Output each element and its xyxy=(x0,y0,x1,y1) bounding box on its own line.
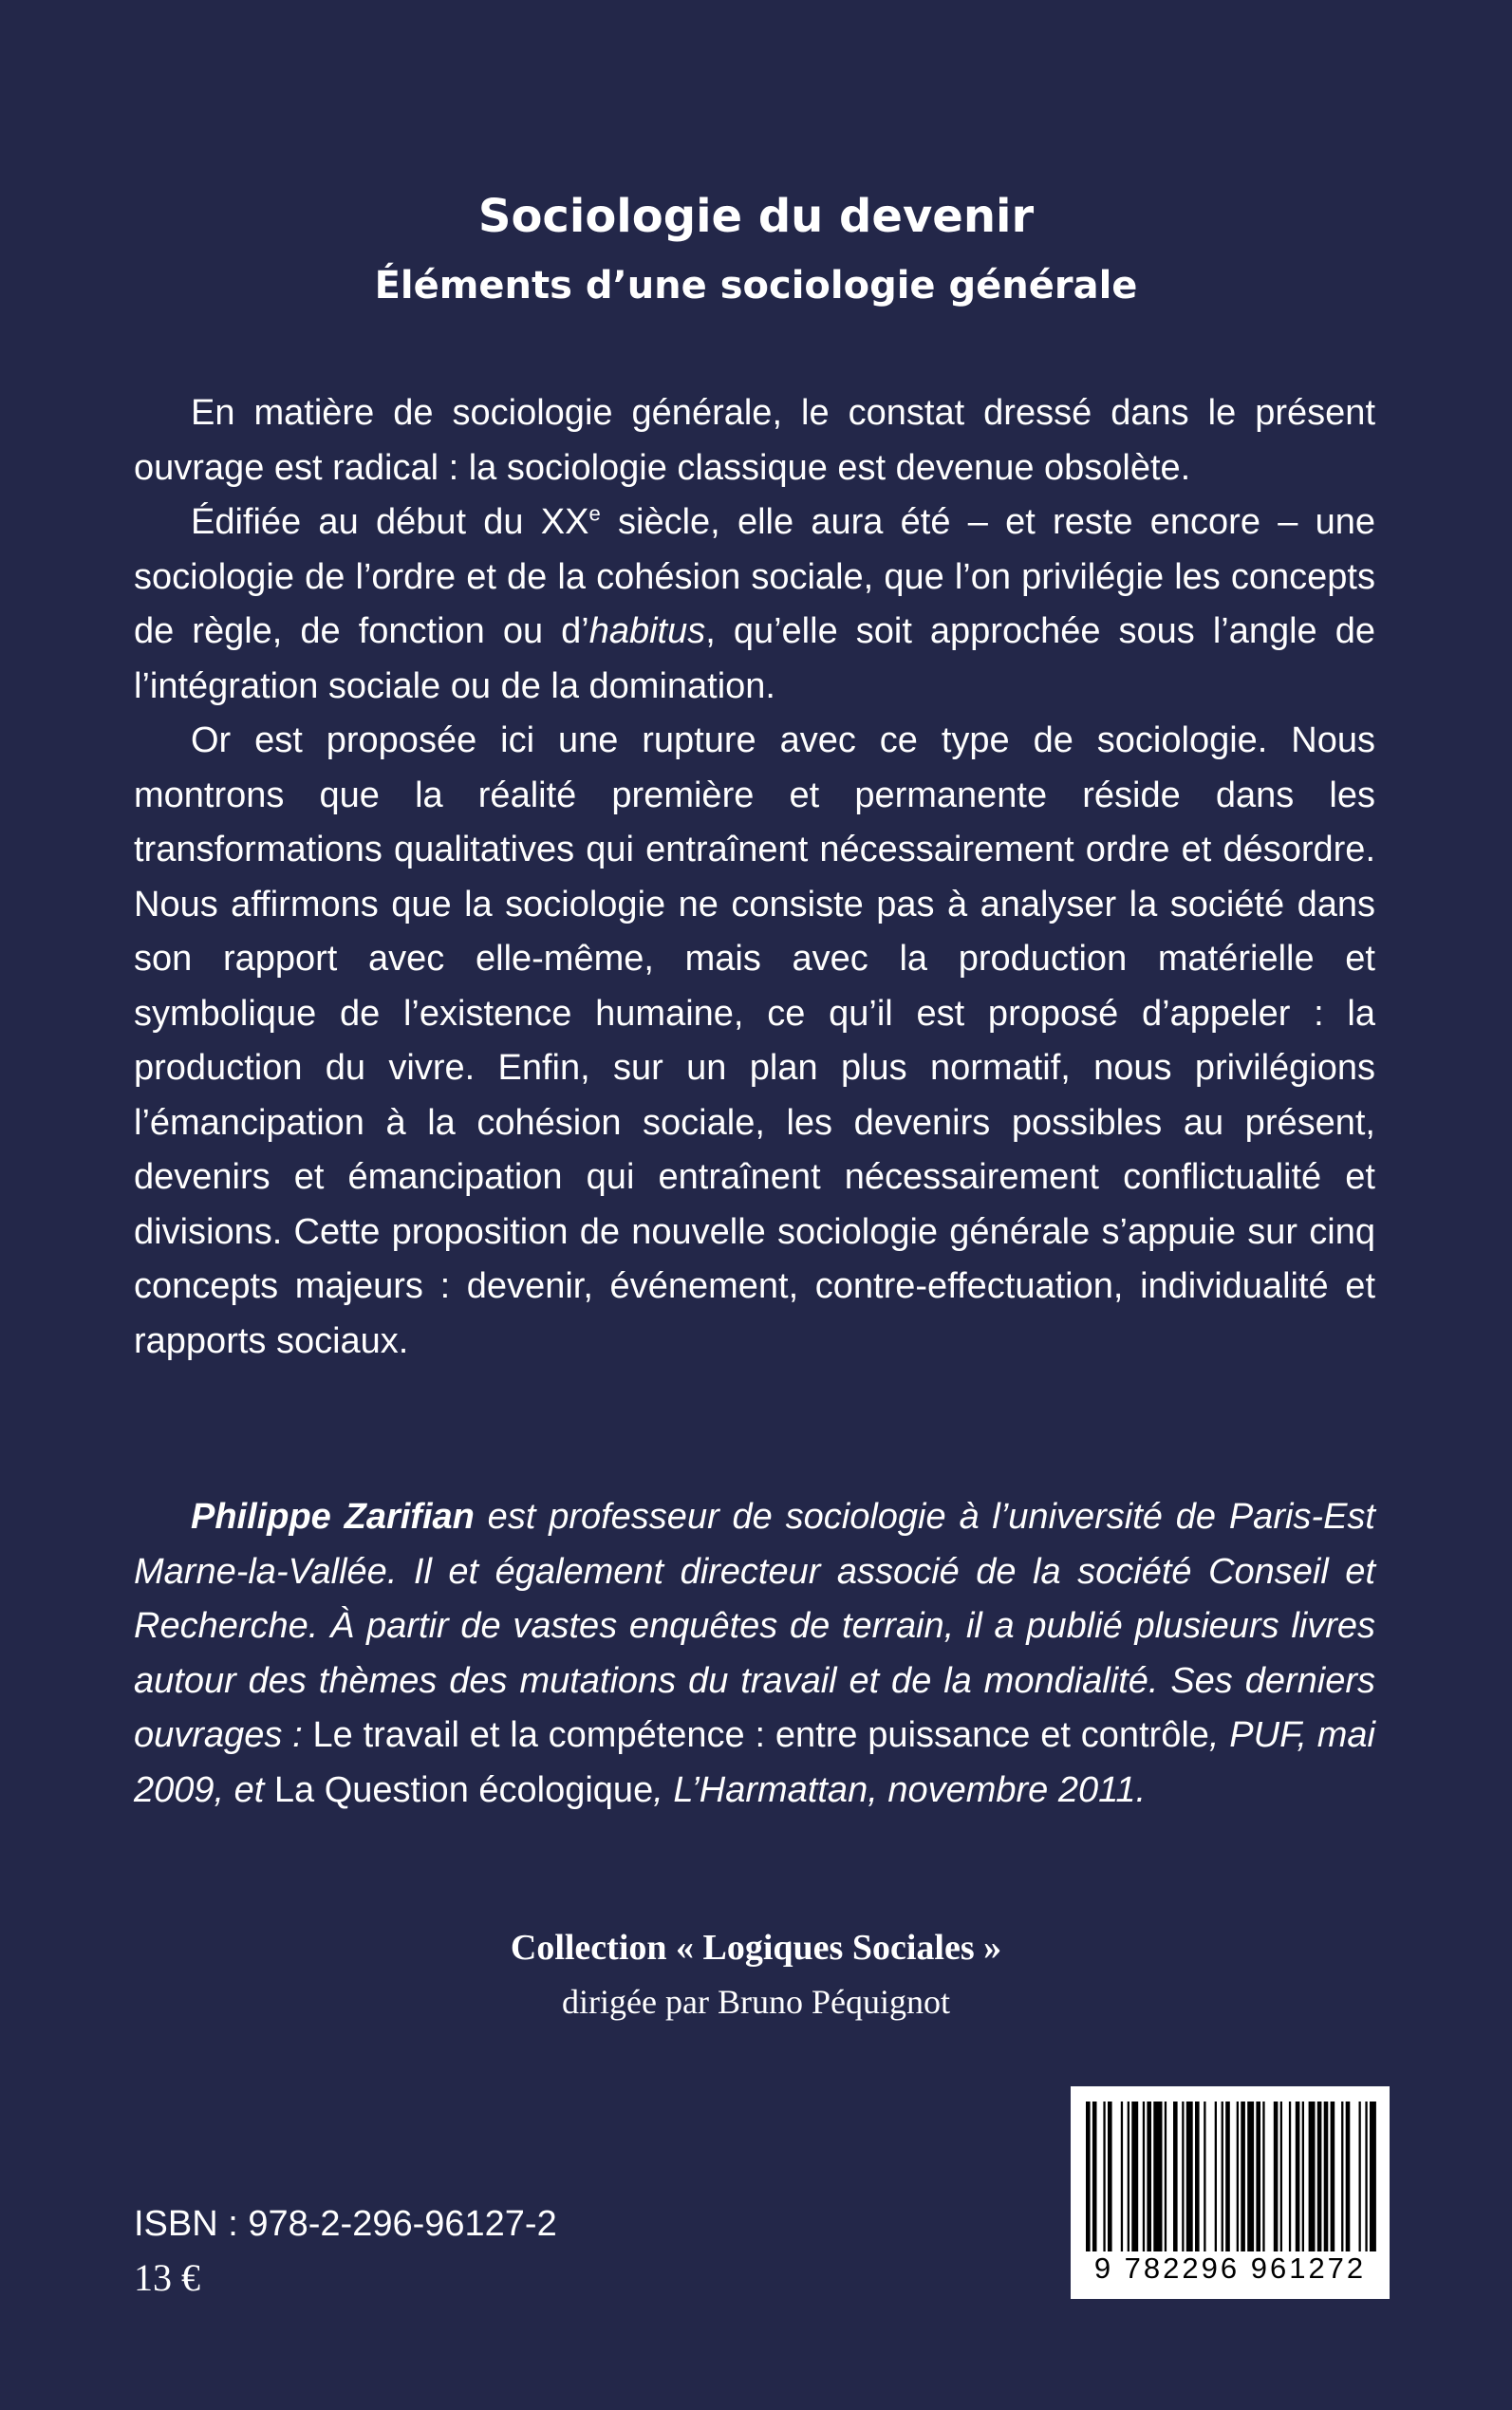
summary-paragraph-3: Or est proposée ici une rupture avec ce type de sociologie. Nous montrons que la réalité première et permanente réside dans les transformations qualitatives qui entraînent nécessairement ordre et désordre. Nous affirmons que la sociologie ne consiste pas à analyser la société dans son rapport avec elle-même, mais avec la production matérielle et symbolique de l’existence humaine, ce qu’il est proposé d’appeler : la production du vivre. Enfin, sur un plan plus normatif, nous privilégions l’émancipation à la cohésion sociale, les devenirs possibles au présent, devenirs et émancipation qui entraînent nécessairement conflictualité et divisions. Cette proposition de nouvelle sociologie générale s’appuie sur cinq concepts majeurs : devenir, événement, contre-effectuation, individualité et rapports sociaux. xyxy=(134,720,1375,1361)
barcode-bar xyxy=(1346,2102,1351,2251)
barcode-bar xyxy=(1241,2102,1245,2251)
barcode-bar xyxy=(1186,2102,1193,2251)
barcode-bar xyxy=(1173,2102,1178,2251)
barcode-bar xyxy=(1365,2102,1367,2251)
collection-director: dirigée par Bruno Péquignot xyxy=(562,1983,950,2021)
barcode-bar xyxy=(1204,2102,1205,2251)
author-bio-paragraph xyxy=(134,1490,1375,1818)
barcode-bar xyxy=(1324,2102,1329,2251)
barcode-bar xyxy=(1215,2102,1217,2251)
barcode-bar xyxy=(1195,2102,1200,2251)
author-bio-text-2: , PUF, mai 2009, et xyxy=(134,1715,1375,1810)
isbn-number: ISBN : 978-2-296-96127-2 xyxy=(134,2204,557,2244)
barcode-bar xyxy=(1262,2102,1264,2251)
barcode-bar xyxy=(1237,2102,1239,2251)
book-title: Sociologie du devenir xyxy=(477,190,1035,243)
barcode-bar xyxy=(1280,2102,1282,2251)
barcode-bar xyxy=(1359,2102,1361,2251)
barcode-bar xyxy=(1147,2102,1151,2251)
barcode-bar xyxy=(1341,2102,1343,2251)
summary-paragraph-1: En matière de sociologie générale, le constat dressé dans le présent ouvrage est radical : la sociologie classique est devenue obsolète. xyxy=(134,393,1375,488)
barcode-bar xyxy=(1289,2102,1291,2251)
author-bio-text-1: est professeur de sociologie à l’université de Paris-Est Marne-la-Vallée. Il et également directeur associé de la société Conseil et Recherche. À partir de vastes enquêtes de terrain, il a publié plusieurs livres autour des thèmes des mutations du travail et de la mondialité. Ses derniers ouvrages : xyxy=(134,1497,1375,1755)
barcode-bar xyxy=(1086,2102,1091,2251)
price: 13 € xyxy=(134,2256,200,2299)
book-title-2: La Question écologique xyxy=(273,1769,654,1810)
author-bio-text-3: , L’Harmattan, novembre 2011. xyxy=(653,1769,1147,1810)
barcode-bars xyxy=(1084,2102,1376,2251)
summary-paragraph-2 xyxy=(134,495,1375,714)
barcode-bar xyxy=(1131,2102,1138,2251)
barcode-bar xyxy=(1165,2102,1167,2251)
habitus-term: habitus xyxy=(588,611,706,651)
barcode-digits: 9 782296 961272 xyxy=(1093,2251,1367,2285)
barcode-bar xyxy=(1092,2102,1097,2251)
barcode-bar xyxy=(1121,2102,1123,2251)
barcode-bar xyxy=(1302,2102,1304,2251)
collection-name: Collection « Logiques Sociales » xyxy=(510,1928,1002,1968)
author-name: Philippe Zarifian xyxy=(191,1497,475,1537)
barcode-bar xyxy=(1370,2102,1376,2251)
author-bio xyxy=(134,1490,1375,1818)
barcode-bar xyxy=(1143,2102,1145,2251)
barcode-bar xyxy=(1182,2102,1184,2251)
summary-p2-end: , qu’elle soit approchée sous l’angle de l’intégration sociale ou de la domination. xyxy=(134,611,1375,706)
barcode-bar xyxy=(1309,2102,1316,2251)
summary-text xyxy=(134,386,1375,1369)
book-subtitle: Éléments d’une sociologie générale xyxy=(374,264,1138,308)
summary-p2-start: Édifiée au début du XX xyxy=(191,502,589,542)
barcode-bar xyxy=(1256,2102,1260,2251)
barcode-bar xyxy=(1128,2102,1129,2251)
barcode-bar xyxy=(1225,2102,1230,2251)
barcode-bar xyxy=(1274,2102,1279,2251)
barcode-bar xyxy=(1296,2102,1300,2251)
barcode-bar xyxy=(1247,2102,1254,2251)
barcode-bar xyxy=(1108,2102,1112,2251)
barcode-bar xyxy=(1222,2102,1223,2251)
barcode-bar xyxy=(1331,2102,1335,2251)
barcode-bar xyxy=(1103,2102,1105,2251)
barcode-bar xyxy=(1317,2102,1322,2251)
summary-p2-middle: siècle, elle aura été – et reste encore – une sociologie de l’ordre et de la cohésion sociale, que l’on privilégie les concepts de règle, de fonction ou d’ xyxy=(134,502,1375,651)
century-superscript: e xyxy=(588,501,601,526)
book-title-1: Le travail et la compétence : entre puissance et contrôle xyxy=(312,1715,1209,1755)
barcode-bar xyxy=(1153,2102,1162,2251)
barcode xyxy=(1071,2086,1390,2299)
